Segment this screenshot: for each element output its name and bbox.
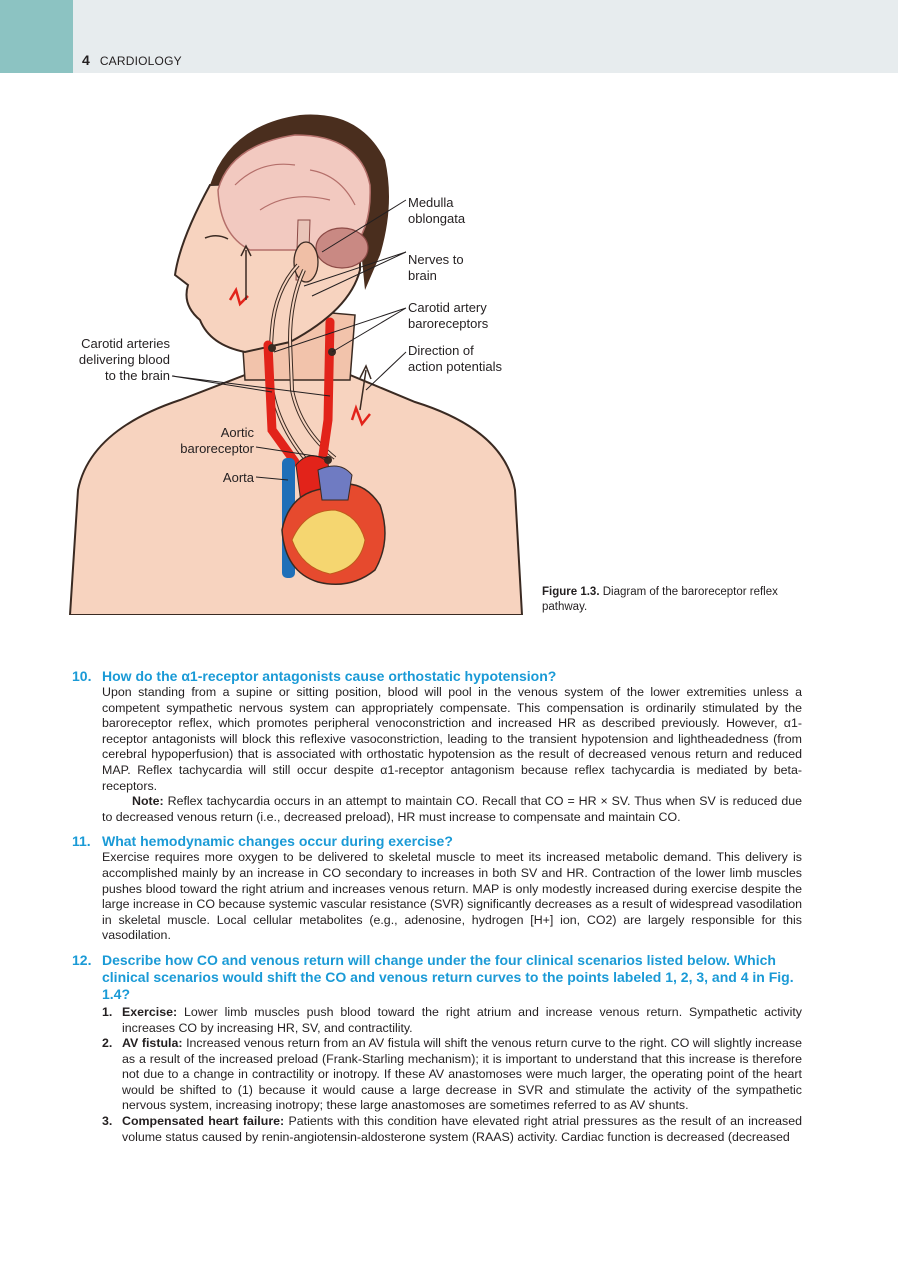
answer-paragraph: Exercise requires more oxygen to be delivered to skeletal muscle to meet its increased metabolic demand. This delivery is accomplished mainly by an increase in CO secondary to increases in both SV and HR. Contraction of the lower limb muscles pushes blood toward the right atrium and increases venous return. MAP is only modestly increased during exercise despite the large increase in CO because systemic vascular resistance (SVR) significantly decreases as a result of widespread vasodilation in skeletal muscle. Local cellular metabolites (e.g., adenosine, hydrogen [H+] ion, CO2) are largely responsible for this vasodilation. bbox=[102, 850, 802, 943]
question-title: Describe how CO and venous return will change under the four clinical scenarios listed below. Which clinical scenarios would shift the CO and venous return curves to the points labeled 1, 2, 3, and 4 in Fig. 1.4? bbox=[102, 951, 794, 1002]
chapter-tab bbox=[0, 0, 73, 73]
page-header bbox=[82, 52, 182, 68]
list-item: 2. AV fistula: Increased venous return from an AV fistula will shift the venous return curve to the right. CO will slightly increase as a result of the increased preload (Frank-Starling mechanism); it is important to understand that this increase is therefore not due to a change in contractility or inotropy. If these AV anastomoses were much larger, the operating point of the heart would be shifted to (1) because it would cause a large decrease in SVR and stimulate the activity of the sympathetic nervous system, increasing inotropy; these large anastomoses are sometimes referred to as AV shunts. bbox=[102, 1036, 802, 1113]
figure-caption bbox=[542, 585, 802, 615]
question-title: How do the α1-receptor antagonists cause orthostatic hypotension? bbox=[102, 668, 557, 684]
caption-label: Figure 1.3. bbox=[542, 586, 600, 598]
label-nerves: Nerves to brain bbox=[408, 252, 464, 283]
page-number: 4 bbox=[82, 52, 90, 68]
answer-paragraph: Upon standing from a supine or sitting position, blood will pool in the venous system of the lower extremities unless a competent sympathetic nervous system can appropriately compensate. This compensation is ordinarily stimulated by the baroreceptor reflex, which promotes peripheral venoconstriction and increased HR as described previously. However, α1-receptor antagonists will block this reflexive vasoconstriction, leading to the transient hypotension and lightheadedness (from cerebral hypoperfusion) that is associated with orthostatic hypotension as the result of decreased venous return and reduced MAP. Reflex tachycardia will still occur despite α1-receptor antagonism because reflex tachycardia is mediated by beta-receptors. bbox=[102, 685, 802, 793]
note-text: Reflex tachycardia occurs in an attempt to maintain CO. Recall that CO = HR × SV. Thus when SV is reduced due to decreased venous return (i.e., decreased preload), HR must increase to compensate and maintain CO. bbox=[102, 794, 802, 824]
question-number: 12. bbox=[72, 951, 92, 968]
main-content bbox=[72, 668, 802, 1153]
running-title: CARDIOLOGY bbox=[99, 54, 182, 68]
note-paragraph bbox=[102, 794, 802, 825]
label-medulla: Medulla oblongata bbox=[408, 195, 466, 226]
label-direction: Direction of action potentials bbox=[408, 343, 502, 374]
question-number: 10. bbox=[72, 668, 92, 684]
label-aortic-baroreceptor: Aortic baroreceptor bbox=[180, 425, 254, 456]
baroreceptor-figure bbox=[60, 90, 530, 615]
label-carotid-baroreceptors: Carotid artery baroreceptors bbox=[408, 300, 489, 331]
scenario-list bbox=[102, 1005, 802, 1145]
question-10 bbox=[72, 668, 802, 825]
note-label: Note: bbox=[132, 794, 164, 809]
label-carotid-arteries: Carotid arteries delivering blood to the brain bbox=[78, 336, 170, 383]
question-number: 11. bbox=[72, 833, 91, 850]
list-item: 3. Compensated heart failure: Patients with this condition have elevated right atrial pressures as the result of an increased volume status caused by renin-angiotensin-aldosterone system (RAAS) activity. Cardiac function is decreased (decreased bbox=[102, 1114, 802, 1144]
question-title: What hemodynamic changes occur during exercise? bbox=[102, 833, 453, 850]
question-12 bbox=[72, 952, 802, 1145]
caption-text: Diagram of the baroreceptor reflex pathway. bbox=[542, 586, 778, 613]
label-aorta: Aorta bbox=[222, 470, 254, 485]
list-item: 1. Exercise: Lower limb muscles push blood toward the right atrium and increase venous return. Sympathetic activity increases CO by increasing HR, SV, and contractility. bbox=[102, 1004, 802, 1035]
question-11 bbox=[72, 833, 802, 944]
